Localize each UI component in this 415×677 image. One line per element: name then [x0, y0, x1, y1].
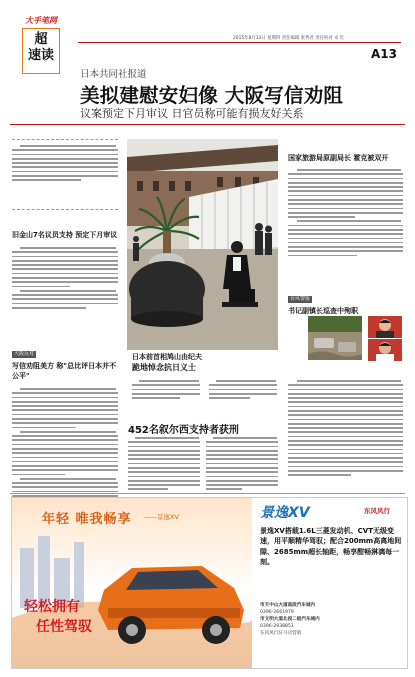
ad-banner: [12, 498, 252, 668]
main-subhead: 议案预定下月审议 日官员称可能有损友好关系: [80, 107, 304, 120]
right-section-2-title: 书记副镇长巡查中殉职: [288, 307, 358, 315]
ad-slogan-2: 任性驾驭: [36, 619, 92, 635]
lead-text: [12, 145, 118, 184]
headline-rule: [10, 124, 405, 125]
badge-line1: 超: [34, 32, 48, 47]
ad-phone-2: 0396-2938851: [260, 624, 294, 629]
ad-contact: [260, 602, 402, 637]
portrait-2-illustration: [368, 339, 402, 361]
portrait-2: [368, 339, 402, 361]
main-photo: [127, 139, 278, 350]
right-section-2: [288, 285, 403, 316]
flood-photo-illustration: [308, 316, 362, 360]
portrait-1: [368, 316, 402, 338]
left-section-1-title: 旧金山7名议员支持 预定下月审议: [12, 231, 118, 239]
right-section-1-title: 国家旅游局原副局长 霍克被双开: [288, 154, 389, 162]
right-section-2-tag: 台风警报: [290, 296, 311, 302]
ad-brand-logo: 东风风行: [364, 507, 390, 515]
bottom-story-title: 452名叙尔西支持者获刑: [128, 425, 239, 436]
ad-phone-1: 0396-2661979: [260, 610, 294, 615]
kicker: 日本共同社报道: [80, 69, 147, 80]
flood-photo: [308, 316, 362, 360]
portrait-1-illustration: [368, 316, 402, 338]
ad-divider: [10, 493, 405, 494]
ad-slogan-1: 轻松拥有: [24, 599, 80, 615]
ad-slogan-top: 年轻 唯我畅享: [42, 512, 132, 527]
left-section-2: [12, 340, 118, 516]
badge-line2: 速读: [27, 48, 54, 63]
ad-company: 东风风行驻马店营销: [260, 631, 302, 636]
page-number: A13: [371, 47, 397, 61]
section-badge: [22, 28, 60, 74]
left-section-2-tag: 大阪反对: [14, 351, 35, 357]
main-photo-illustration: [127, 139, 278, 350]
center-body: [132, 380, 277, 401]
ad-brand: 景逸XV: [260, 505, 310, 521]
ad-model-tag: ——景逸XV: [144, 513, 179, 521]
left-section-1-body: [12, 247, 118, 309]
main-headline: 美拟建慰安妇像 大阪写信劝阻: [80, 84, 344, 107]
ad-address-1: 市天中山大道南段汽车城内: [260, 603, 316, 608]
photo-caption-line2: 跪地悼念抗日义士: [132, 363, 196, 372]
date-line: 2015年8月13日 星期四 责任编辑 张秀君 责任校对 卓 红: [233, 36, 345, 41]
ad-address-2: 市文明大道北段二级汽车城内: [260, 617, 320, 622]
ad-copy: 景逸XV搭载1.6L三菱发动机、CVT无级变速，用平顺精华驾驭；配合200mm高离地间隙、2685mm超长轴距，畅享酣畅淋漓每一刻。: [260, 527, 402, 567]
photo-caption-line1: 日本前首相鸠山由纪夫: [132, 353, 202, 361]
left-section-2-body: [12, 388, 118, 514]
ad-info-panel: [256, 498, 406, 668]
right-section-2-body: [288, 380, 403, 478]
bottom-story-body: [128, 437, 278, 493]
masthead: [0, 0, 415, 82]
car-ad: [11, 497, 408, 669]
photo-caption: [132, 352, 272, 373]
right-section-1-body: [288, 169, 403, 256]
lead-box: [12, 139, 118, 210]
masthead-rule: [78, 42, 401, 43]
right-section-1: [288, 153, 403, 259]
paper-logo: 大手笔网: [25, 15, 57, 25]
left-section-1: [12, 230, 118, 311]
left-section-2-title: 写信劝阻美方 称"总比评日本并不公平": [12, 362, 117, 380]
